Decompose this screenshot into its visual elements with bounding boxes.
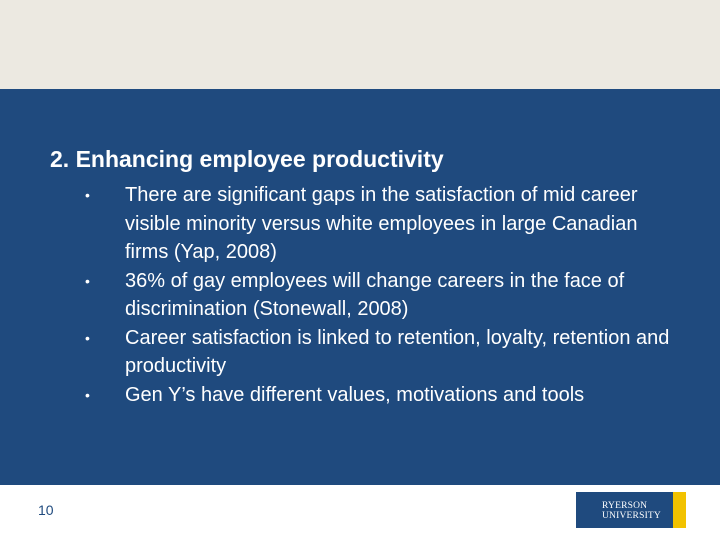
bullet-icon: • (85, 272, 90, 289)
logo-line-1: RYERSON (602, 501, 648, 511)
top-band (0, 0, 720, 89)
page-number: 10 (38, 502, 54, 518)
bullet-text: Career satisfaction is linked to retention, loyalty, retention and productivity (125, 326, 670, 377)
bullet-icon: • (85, 329, 90, 346)
logo-accent-bar (673, 492, 686, 528)
bullet-text: 36% of gay employees will change careers in the face of discrimination (Stonewall, 2008) (125, 269, 625, 320)
bullet-text: Gen Y’s have different values, motivations and tools (125, 383, 585, 406)
logo-line-2: UNIVERSITY (602, 511, 661, 521)
bullet-item (0, 267, 685, 324)
bullet-icon: • (85, 386, 90, 403)
bullet-item (0, 324, 685, 381)
ryerson-logo (576, 492, 686, 528)
bullet-text: There are significant gaps in the satisfaction of mid career visible minority versus white employees in large Canadian firms (Yap, 2008) (125, 184, 638, 263)
logo-wordmark (602, 501, 661, 521)
bullet-item (0, 381, 685, 410)
slide-heading: 2. Enhancing employee productivity (50, 146, 444, 172)
bullet-icon: • (85, 187, 90, 203)
bullet-list (0, 181, 720, 409)
bullet-item (0, 181, 685, 267)
